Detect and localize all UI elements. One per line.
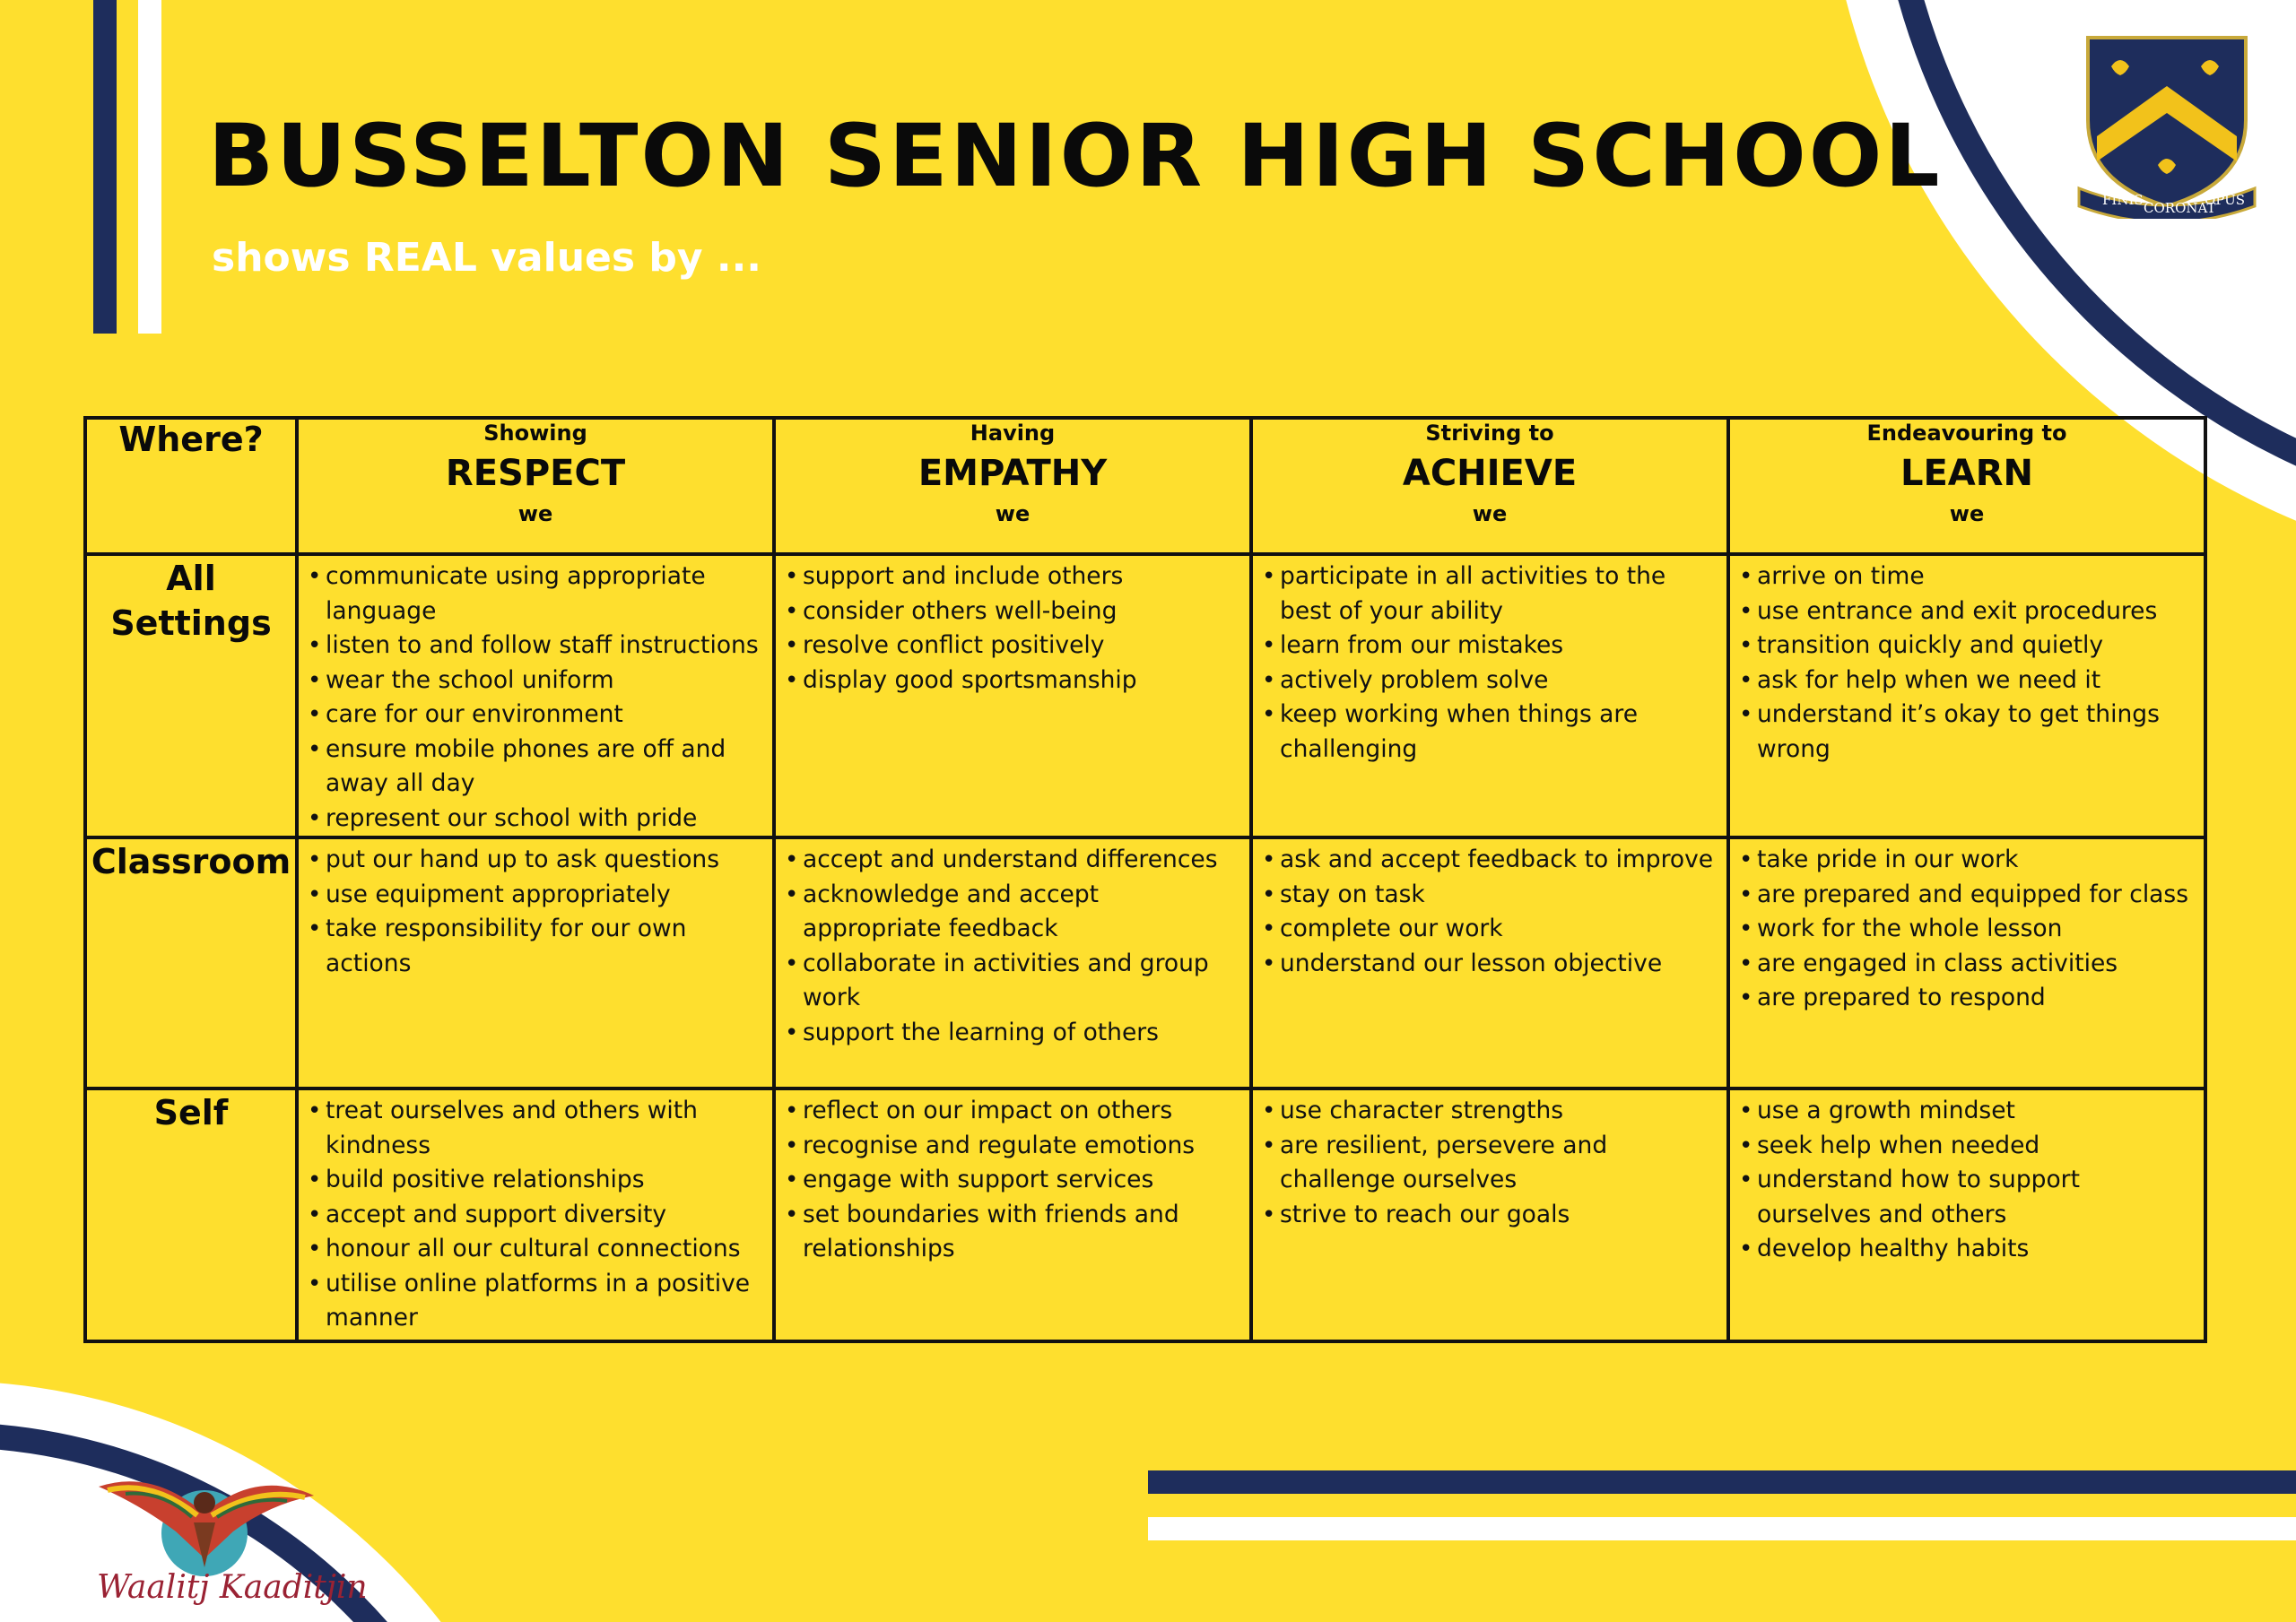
list-item: • support the learning of others (783, 1016, 1244, 1051)
list-item: • are prepared and equipped for class (1737, 878, 2198, 913)
list-item: • understand it’s okay to get things wrong (1737, 698, 2198, 767)
list-item: • participate in all activities to the best of your ability (1260, 559, 1721, 629)
bullet-list (776, 839, 1249, 1050)
school-crest-icon (2075, 30, 2258, 219)
value-name: ACHIEVE (1402, 453, 1578, 494)
list-item: • stay on task (1260, 878, 1721, 913)
table-row (85, 837, 2205, 1089)
table-cell (1251, 1089, 1728, 1341)
setting-label: Self (85, 1089, 297, 1341)
list-item: • put our hand up to ask questions (306, 843, 767, 878)
list-item: • transition quickly and quietly (1737, 629, 2198, 664)
value-suffix: we (517, 501, 553, 526)
list-item: • arrive on time (1737, 559, 2198, 594)
bullet-list (1730, 556, 2204, 767)
value-header-learn (1728, 418, 2205, 554)
list-item: • are prepared to respond (1737, 981, 2198, 1016)
table-cell (774, 1089, 1251, 1341)
list-item: • engage with support services (783, 1163, 1244, 1198)
list-item: • work for the whole lesson (1737, 912, 2198, 947)
list-item: • recognise and regulate emotions (783, 1129, 1244, 1164)
list-item: • wear the school uniform (306, 664, 767, 698)
page-title: BUSSELTON SENIOR HIGH SCHOOL (208, 106, 1943, 206)
list-item: • communicate using appropriate language (306, 559, 767, 629)
list-item: • use entrance and exit procedures (1737, 594, 2198, 629)
list-item: • represent our school with pride (306, 802, 767, 837)
bullet-list (776, 556, 1249, 698)
list-item: • build positive relationships (306, 1163, 767, 1198)
bullet-list (776, 1090, 1249, 1267)
value-header-achieve (1251, 418, 1728, 554)
page-subtitle: shows REAL values by ... (212, 235, 762, 281)
vertical-stripe-white (138, 0, 161, 334)
list-item: • complete our work (1260, 912, 1721, 947)
list-item: • display good sportsmanship (783, 664, 1244, 698)
horizontal-stripe-white (1148, 1517, 2296, 1540)
list-item: • learn from our mistakes (1260, 629, 1721, 664)
table-cell (1251, 837, 1728, 1089)
list-item: • treat ourselves and others with kindness (306, 1094, 767, 1163)
list-item: • understand our lesson objective (1260, 947, 1721, 982)
list-item: • support and include others (783, 559, 1244, 594)
list-item: • ask for help when we need it (1737, 664, 2198, 698)
list-item: • ask and accept feedback to improve (1260, 843, 1721, 878)
value-header-respect (297, 418, 774, 554)
bullet-list (1253, 556, 1726, 767)
table-cell (1728, 837, 2205, 1089)
list-item: • ensure mobile phones are off and away all day (306, 733, 767, 802)
list-item: • honour all our cultural connections (306, 1232, 767, 1267)
list-item: • acknowledge and accept appropriate feedback (783, 878, 1244, 947)
vertical-stripe-navy (93, 0, 117, 334)
crest-motto-3: OPUS (2205, 192, 2246, 208)
list-item: • reflect on our impact on others (783, 1094, 1244, 1129)
list-item: • set boundaries with friends and relationships (783, 1198, 1244, 1267)
bullet-list (299, 839, 772, 981)
table-cell (1728, 554, 2205, 837)
horizontal-stripe-navy (1148, 1470, 2296, 1494)
list-item: • use a growth mindset (1737, 1094, 2198, 1129)
table-cell (297, 554, 774, 837)
list-item: • use equipment appropriately (306, 878, 767, 913)
value-suffix: we (1472, 501, 1508, 526)
value-header-empathy (774, 418, 1251, 554)
bullet-list (299, 556, 772, 836)
where-header: Where? (85, 418, 297, 554)
list-item: • keep working when things are challenging (1260, 698, 1721, 767)
list-item: • are resilient, persevere and challenge ourselves (1260, 1129, 1721, 1198)
list-item: • accept and understand differences (783, 843, 1244, 878)
table-row (85, 554, 2205, 837)
table-cell (774, 554, 1251, 837)
crest-motto-1: FINIS (2102, 192, 2144, 208)
table-cell (774, 837, 1251, 1089)
setting-label: Classroom (85, 837, 297, 1089)
logo-text: Waalitj Kaaditjin (97, 1569, 368, 1606)
value-prefix: Showing (483, 421, 587, 446)
list-item: • accept and support diversity (306, 1198, 767, 1233)
list-item: • take responsibility for our own actions (306, 912, 767, 981)
bullet-list (1253, 839, 1726, 981)
table-cell (1728, 1089, 2205, 1341)
list-item: • resolve conflict positively (783, 629, 1244, 664)
value-prefix: Endeavouring to (1866, 421, 2067, 446)
value-name: RESPECT (445, 453, 626, 494)
table-header-row (85, 418, 2205, 554)
table-row (85, 1089, 2205, 1341)
list-item: • utilise online platforms in a positive manner (306, 1267, 767, 1336)
list-item: • take pride in our work (1737, 843, 2198, 878)
list-item: • develop healthy habits (1737, 1232, 2198, 1267)
table-cell (1251, 554, 1728, 837)
crest-motto-2: CORONAT (2144, 200, 2216, 216)
list-item: • use character strengths (1260, 1094, 1721, 1129)
table-cell (297, 837, 774, 1089)
values-table (83, 416, 2207, 1343)
value-suffix: we (1949, 501, 1985, 526)
bullet-list (1730, 1090, 2204, 1267)
table-cell (297, 1089, 774, 1341)
value-name: LEARN (1900, 453, 2034, 494)
value-name: EMPATHY (918, 453, 1108, 494)
value-suffix: we (995, 501, 1031, 526)
list-item: • listen to and follow staff instructions (306, 629, 767, 664)
list-item: • strive to reach our goals (1260, 1198, 1721, 1233)
list-item: • understand how to support ourselves and others (1737, 1163, 2198, 1232)
list-item: • collaborate in activities and group work (783, 947, 1244, 1016)
list-item: • care for our environment (306, 698, 767, 733)
bullet-list (1253, 1090, 1726, 1232)
list-item: • consider others well-being (783, 594, 1244, 629)
list-item: • seek help when needed (1737, 1129, 2198, 1164)
bullet-list (299, 1090, 772, 1336)
bullet-list (1730, 839, 2204, 1016)
value-prefix: Striving to (1425, 421, 1554, 446)
list-item: • are engaged in class activities (1737, 947, 2198, 982)
list-item: • actively problem solve (1260, 664, 1721, 698)
value-prefix: Having (970, 421, 1056, 446)
setting-label: All Settings (85, 554, 297, 837)
